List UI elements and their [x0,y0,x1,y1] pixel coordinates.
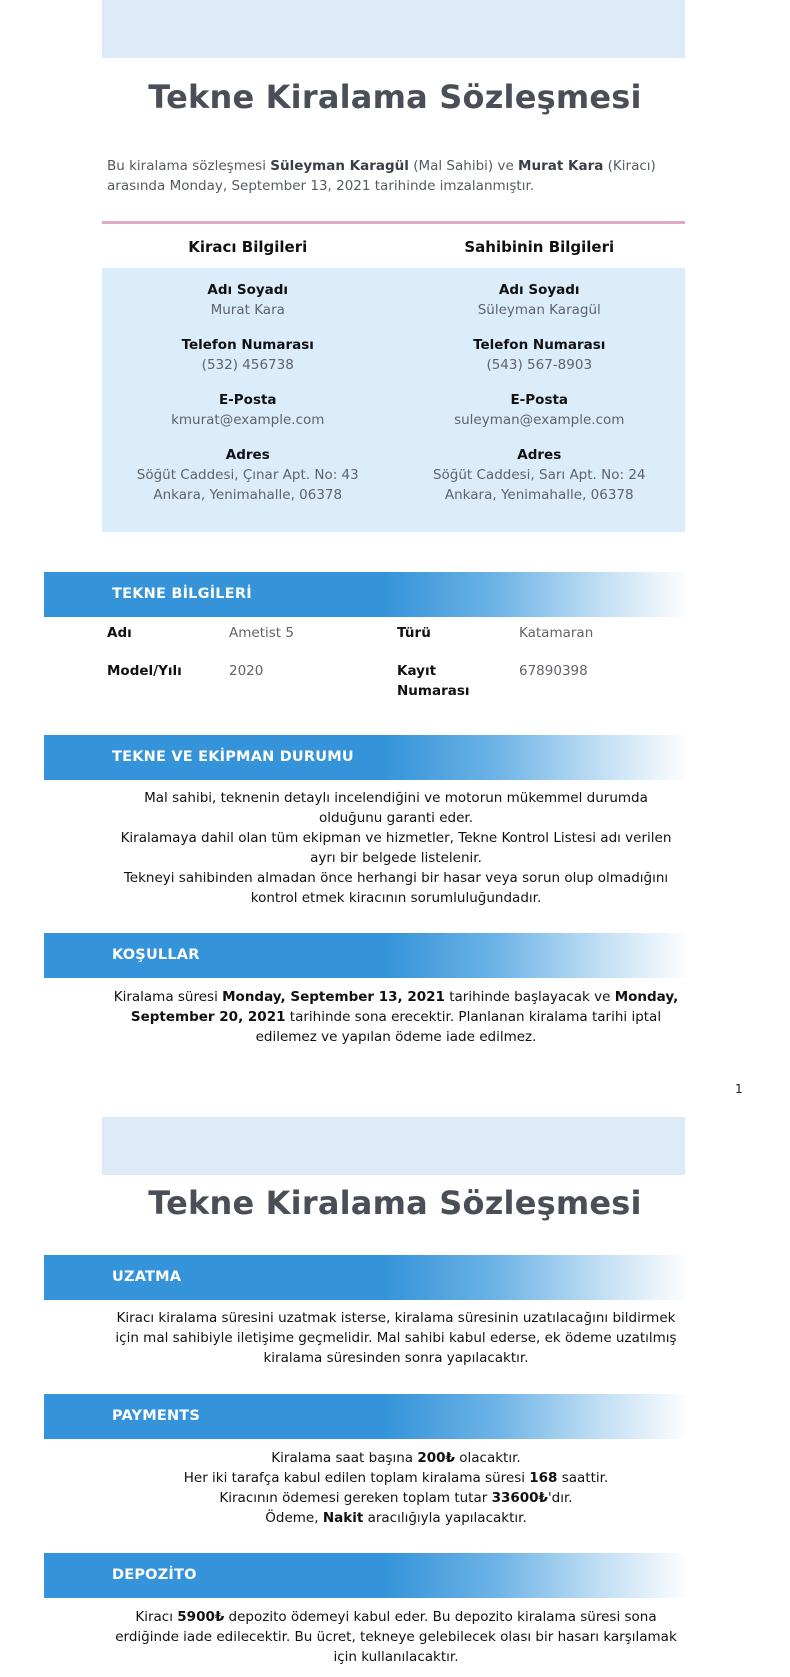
boat-type-label: Türü [397,625,431,641]
terms-text: tarihinde başlayacak ve [444,989,615,1005]
tenant-name: Murat Kara [518,158,604,174]
section-title: UZATMA [112,1269,182,1285]
owner-info [394,280,686,532]
section-title: KOŞULLAR [112,947,200,963]
total-amount: 33600₺ [491,1490,548,1506]
payment-text: Her iki tarafça kabul edilen toplam kiralama süresi [183,1470,530,1486]
field-label: Adres [225,447,270,463]
condition-line: Tekneyi sahibinden almadan önce herhangi bir hasar veya sorun olup olmadığını kontrol etmek kiracının sorumluluğundadır. [123,870,669,906]
boat-info-grid [107,623,687,699]
party-headings [102,238,685,256]
field-label: E-Posta [510,392,569,408]
tenant-address-line2: Ankara, Yenimahalle, 06378 [153,487,343,503]
payment-line [110,1448,682,1468]
boat-name-value: Ametist 5 [229,625,294,641]
boat-info-row [107,661,687,699]
section-header-extension [44,1255,690,1300]
field-label: Adı Soyadı [207,282,289,298]
deposit-text: Kiracı [135,1609,178,1625]
page-number: 1 [735,1082,743,1096]
payments-paragraph [110,1448,682,1528]
condition-paragraph [110,788,682,908]
payment-text: Kiracının ödemesi gereken toplam tutar [219,1490,492,1506]
terms-paragraph [113,987,679,1047]
payment-text: saattir. [557,1470,609,1486]
payment-text: aracılığıyla yapılacaktır. [363,1510,527,1526]
owner-address-line2: Ankara, Yenimahalle, 06378 [444,487,634,503]
hourly-rate: 200₺ [417,1450,455,1466]
header-band [102,1117,685,1175]
section-header-condition [44,735,690,780]
section-header-payments [44,1394,690,1439]
boat-model-value: 2020 [229,663,264,679]
owner-heading: Sahibinin Bilgileri [464,238,615,256]
field-label: E-Posta [218,392,277,408]
owner-phone-value: (543) 567-8903 [486,357,593,373]
terms-text: tarihinde sona erecektir. Planlanan kiralama tarihi iptal edilemez ve yapılan ödeme iade edilmez. [255,1009,662,1045]
field-label: Telefon Numarası [181,337,314,353]
header-band [102,0,685,58]
payment-text: Ödeme, [265,1510,323,1526]
tenant-heading: Kiracı Bilgileri [188,238,308,256]
boat-reg-label: Kayıt Numarası [397,663,470,699]
section-title: DEPOZİTO [112,1567,197,1583]
section-header-terms [44,933,690,978]
intro-text: (Mal Sahibi) ve [408,158,519,174]
section-title: PAYMENTS [112,1408,201,1424]
page-title: Tekne Kiralama Sözleşmesi [148,78,642,116]
tenant-address-line1: Söğüt Caddesi, Çınar Apt. No: 43 [136,467,359,483]
divider [102,221,685,224]
payment-text: olacaktır. [454,1450,521,1466]
intro-text: Bu kiralama sözleşmesi [107,158,271,174]
field-label: Adres [517,447,562,463]
page-title: Tekne Kiralama Sözleşmesi [148,1184,642,1222]
owner-name-value: Süleyman Karagül [477,302,601,318]
terms-text: Kiralama süresi [113,989,223,1005]
boat-model-label: Model/Yılı [107,663,182,679]
payment-text: Kiralama saat başına [271,1450,418,1466]
tenant-phone-value: (532) 456738 [201,357,294,373]
owner-email-value: suleyman@example.com [454,412,625,428]
boat-type-value: Katamaran [519,625,594,641]
end-date: Monday, September 20, 2021 [130,989,679,1025]
field-label: Telefon Numarası [473,337,606,353]
section-header-deposit [44,1553,690,1598]
total-hours: 168 [529,1470,558,1486]
tenant-email-value: kmurat@example.com [171,412,325,428]
intro-text: (Kiracı) arasında Monday, September 13, 2021 tarihinde imzalanmıştır. [107,158,656,194]
section-title: TEKNE VE EKİPMAN DURUMU [112,749,354,765]
condition-line: Mal sahibi, teknenin detaylı incelendiğini ve motorun mükemmel durumda olduğunu garanti eder. [144,790,648,826]
deposit-text: depozito ödemeyi kabul eder. Bu depozito kiralama süresi sona erdiğinde iade edilecektir. Bu ücret, tekneye gelebilecek olası bir hasarı karşılamak için kullanılacaktır. [115,1609,677,1665]
party-info-box [102,268,685,532]
payment-line [110,1508,682,1528]
payment-text: 'dır. [547,1490,573,1506]
payment-line [110,1468,682,1488]
owner-address-line1: Söğüt Caddesi, Sarı Apt. No: 24 [432,467,646,483]
deposit-amount: 5900₺ [177,1609,225,1625]
payment-line [110,1488,682,1508]
tenant-info [102,280,394,532]
condition-line: Kiralamaya dahil olan tüm ekipman ve hizmetler, Tekne Kontrol Listesi adı verilen ayrı bir belgede listelenir. [120,830,672,866]
section-title: TEKNE BİLGİLERİ [112,586,252,602]
boat-reg-value: 67890398 [519,663,588,679]
extension-paragraph: Kiracı kiralama süresini uzatmak isterse, kiralama süresinin uzatılacağını bildirmek için mal sahibiyle iletişime geçmelidir. Mal sahibi kabul ederse, ek ödeme uzatılmış kiralama süresinden sonra yapılacaktır. [115,1310,677,1366]
tenant-name-value: Murat Kara [210,302,285,318]
section-header-boat-info [44,572,690,617]
deposit-paragraph [110,1607,682,1667]
boat-name-label: Adı [107,625,132,641]
payment-method: Nakit [322,1510,364,1526]
start-date: Monday, September 13, 2021 [222,989,445,1005]
field-label: Adı Soyadı [498,282,580,298]
boat-info-row [107,623,687,661]
owner-name: Süleyman Karagül [270,158,409,174]
intro-paragraph [107,156,687,196]
